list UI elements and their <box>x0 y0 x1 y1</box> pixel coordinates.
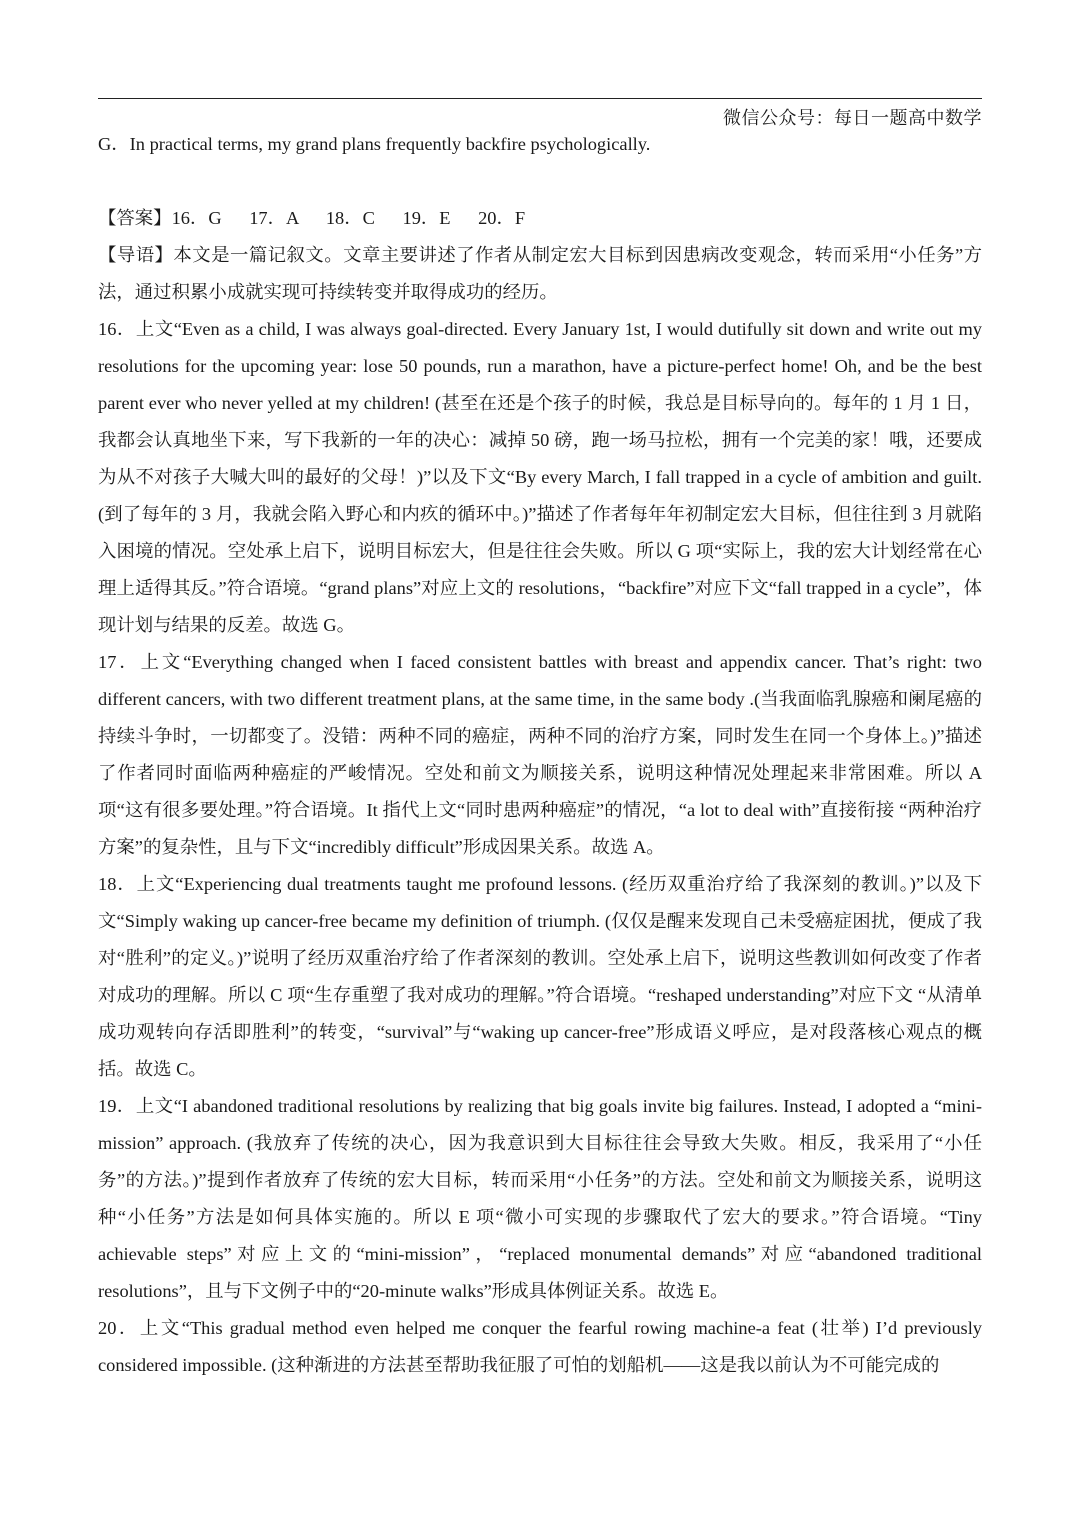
answer-items: 16．G 17．A 18．C 19．E 20．F <box>171 208 526 228</box>
explanation-20: 20．上文“This gradual method even helped me conquer the fearful rowing machine-a feat (壮举) I’d previously considered impossible. (这种渐进的方法甚至帮助我征服了可怕的划船机——这是我以前认为不可能完成的 <box>98 1318 982 1375</box>
explanation-16: 16．上文“Even as a child, I was always goal-directed. Every January 1st, I would dutifully sit down and write out my resolutions for the upcoming year: lose 50 pounds, run a marathon, have a picture-perfect home! Oh, and be the best parent ever who never yelled at my children! (甚至在还是个孩子的时候，我总是目标导向的。每年的 1 月 1 日，我都会认真地坐下来，写下我新的一年的决心：减掉 50 磅，跑一场马拉松，拥有一个完美的家！哦，还要成为从不对孩子大喊大叫的最好的父母！)”以及下文“By every March, I fall trapped in a cycle of ambition and guilt. (到了每年的 3 月，我就会陷入野心和内疚的循环中。)”描述了作者每年年初制定宏大目标，但往往到 3 月就陷入困境的情况。空处承上启下，说明目标宏大，但是往往会失败。所以 G 项“实际上，我的宏大计划经常在心理上适得其反。”符合语境。“grand plans”对应上文的 resolutions，“backfire”对应下文“fall trapped in a cycle”，体现计划与结果的反差。故选 G。 <box>98 319 982 635</box>
option-g: G．In practical terms, my grand plans frequently backfire psychologically. <box>98 134 651 154</box>
answer-line <box>98 200 982 237</box>
explanation-17: 17．上文“Everything changed when I faced consistent battles with breast and appendix cancer. That’s right: two different cancers, with two different treatment plans, at the same time, in the same body .(当我面临乳腺癌和阑尾癌的持续斗争时，一切都变了。没错：两种不同的癌症，两种不同的治疗方案，同时发生在同一个身体上。)”描述了作者同时面临两种癌症的严峻情况。空处和前文为顺接关系，说明这种情况处理起来非常困难。所以 A 项“这有很多要处理。”符合语境。It 指代上文“同时患两种癌症”的情况，“a lot to deal with”直接衔接 “两种治疗方案”的复杂性，且与下文“incredibly difficult”形成因果关系。故选 A。 <box>98 652 982 857</box>
answer-label: 【答案】 <box>98 208 172 228</box>
explanation-18: 18．上文“Experiencing dual treatments taught me profound lessons. (经历双重治疗给了我深刻的教训。)”以及下文“Simply waking up cancer-free became my definition of triumph. (仅仅是醒来发现自己未受癌症困扰，便成了我对“胜利”的定义。)”说明了经历双重治疗给了作者深刻的教训。空处承上启下，说明这些教训如何改变了作者对成功的理解。所以 C 项“生存重塑了我对成功的理解。”符合语境。“reshaped understanding”对应下文 “从清单成功观转向存活即胜利”的转变，“survival”与“waking up cancer-free”形成语义呼应，是对段落核心观点的概括。故选 C。 <box>98 874 982 1079</box>
header-watermark: 微信公众号：每日一题高中数学 <box>723 108 982 129</box>
guide-paragraph <box>98 237 982 311</box>
header-rule <box>98 98 982 99</box>
guide-text: 本文是一篇记叙文。文章主要讲述了作者从制定宏大目标到因患病改变观念，转而采用“小任务”方法，通过积累小成就实现可持续转变并取得成功的经历。 <box>98 245 982 302</box>
document-body <box>98 126 982 1384</box>
guide-label: 【导语】 <box>98 245 174 265</box>
explanation-19: 19．上文“I abandoned traditional resolutions by realizing that big goals invite big failures. Instead, I adopted a “mini-mission” approach. (我放弃了传统的决心，因为我意识到大目标往往会导致大失败。相反，我采用了“小任务”的方法。)”提到作者放弃了传统的宏大目标，转而采用“小任务”的方法。空处和前文为顺接关系，说明这种“小任务”方法是如何具体实施的。所以 E 项“微小可实现的步骤取代了宏大的要求。”符合语境。“Tiny achievable steps”对应上文的“mini-mission”，“replaced monumental demands”对应“abandoned traditional resolutions”，且与下文例子中的“20-minute walks”形成具体例证关系。故选 E。 <box>98 1096 982 1301</box>
